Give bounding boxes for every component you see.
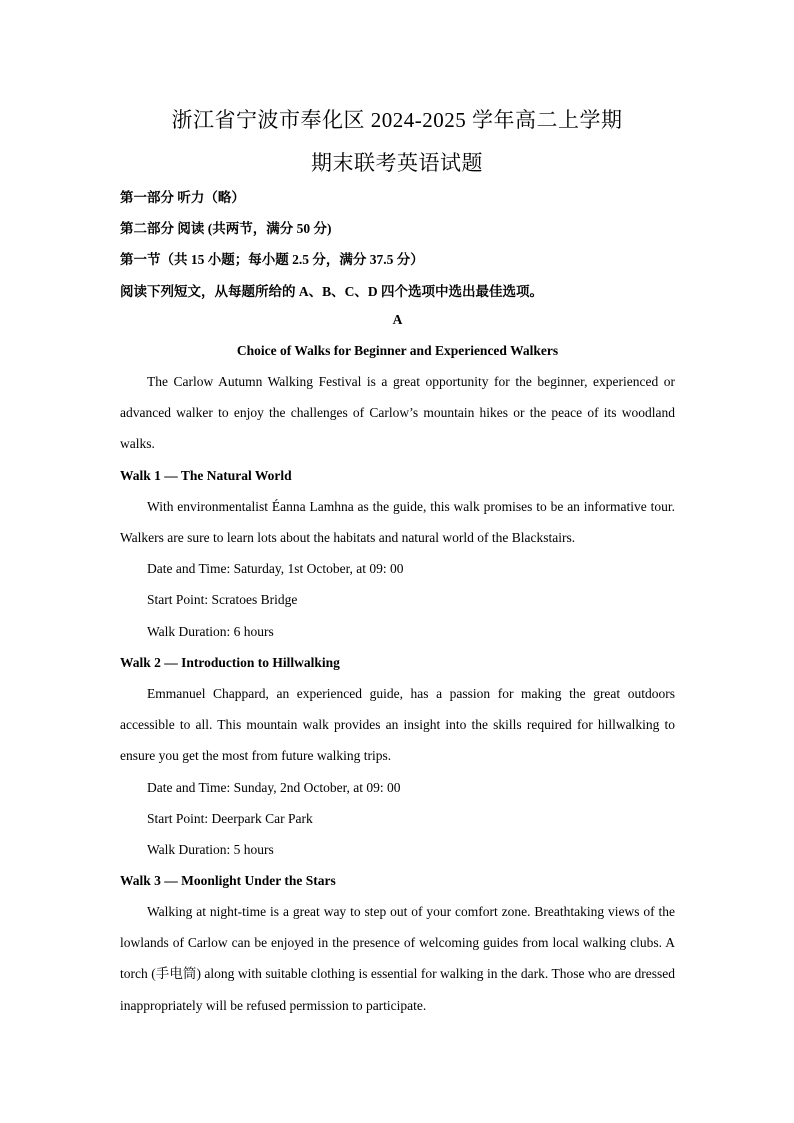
passage-intro: The Carlow Autumn Walking Festival is a great opportunity for the beginner, experienced or advanced walker to enjoy the challenges of Carlow’s mountain hikes or the peace of its woodland walks. — [120, 374, 675, 452]
walk2-date-time: Date and Time: Sunday, 2nd October, at 09: 00 — [147, 780, 401, 795]
walk1-date-time: Date and Time: Saturday, 1st October, at 09: 00 — [147, 561, 404, 576]
walk2-duration: Walk Duration: 5 hours — [147, 842, 274, 857]
walk1-heading: Walk 1 — The Natural World — [120, 468, 292, 483]
walk2-start-point: Start Point: Deerpark Car Park — [147, 811, 313, 826]
walk3-heading: Walk 3 — Moonlight Under the Stars — [120, 873, 336, 888]
passage-title: Choice of Walks for Beginner and Experienced Walkers — [236, 343, 559, 358]
part2-heading: 第二部分 阅读 (共两节，满分 50 分) — [120, 221, 332, 236]
walk1-duration: Walk Duration: 6 hours — [147, 624, 274, 639]
section1-heading: 第一节（共 15 小题；每小题 2.5 分，满分 37.5 分） — [120, 252, 424, 267]
walk2-heading: Walk 2 — Introduction to Hillwalking — [120, 655, 340, 670]
part1-heading: 第一部分 听力（略） — [120, 190, 245, 205]
document-title-line2: 期末联考英语试题 — [311, 151, 483, 175]
passage-label: A — [392, 312, 403, 327]
walk1-start-point: Start Point: Scratoes Bridge — [147, 592, 298, 607]
walk1-description: With environmentalist Éanna Lamhna as the guide, this walk promises to be an informative tour. Walkers are sure to learn lots about the habitats and natural world of the Blackstairs. — [120, 499, 675, 546]
walk2-description: Emmanuel Chappard, an experienced guide, has a passion for making the great outdoors accessible to all. This mountain walk provides an insight into the skills required for hillwalking to ensure you get the most from future walking trips. — [120, 686, 675, 764]
walk3-description: Walking at night-time is a great way to step out of your comfort zone. Breathtaking views of the lowlands of Carlow can be enjoyed in the presence of welcoming guides from local walking clubs. A torch (手电筒) along with suitable clothing is essential for walking in the dark. Those who are dressed inappropriately will be refused permission to participate. — [120, 904, 675, 1013]
document-title-line1: 浙江省宁波市奉化区 2024-2025 学年高二上学期 — [171, 108, 623, 132]
reading-instruction: 阅读下列短文，从每题所给的 A、B、C、D 四个选项中选出最佳选项。 — [120, 284, 544, 299]
